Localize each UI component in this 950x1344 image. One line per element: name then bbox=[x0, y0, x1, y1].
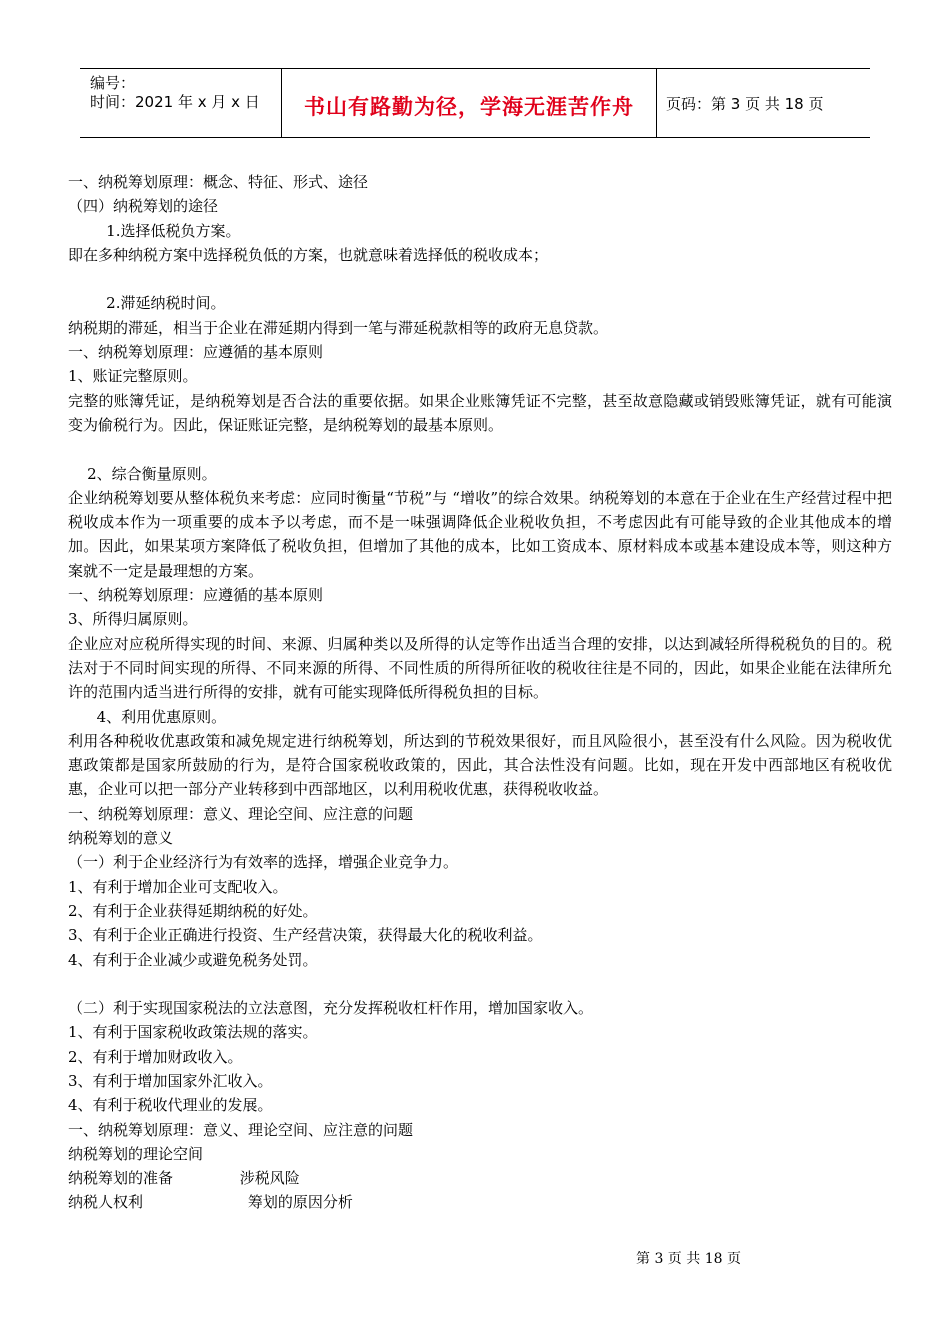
blank-line bbox=[68, 972, 892, 996]
number-label: 编号： bbox=[90, 74, 136, 92]
body-paragraph: 纳税筹划的理论空间 bbox=[68, 1144, 204, 1163]
body-paragraph: 一、纳税筹划原理：概念、特征、形式、途径 bbox=[68, 173, 369, 191]
blank-line bbox=[68, 267, 892, 291]
page-footer: 第 3 页 共 18 页 bbox=[636, 1251, 741, 1267]
body-paragraph: 1.选择低税负方案。 bbox=[68, 221, 241, 240]
body-paragraph: 一、纳税筹划原理：意义、理论空间、应注意的问题 bbox=[68, 804, 414, 823]
body-paragraph: 纳税筹划的意义 bbox=[68, 829, 174, 848]
body-paragraph: 完整的账簿凭证，是纳税筹划是否合法的重要依据。如果企业账簿凭证不完整，甚至故意隐藏或销毁账簿凭证，就有可能演变为偷税行为。因此，保证账证完整，是纳税筹划的最基本原则。 bbox=[68, 391, 892, 434]
body-paragraph: 纳税人权利 筹划的原因分析 bbox=[68, 1193, 353, 1212]
blank-line bbox=[68, 437, 892, 461]
header-left-cell bbox=[80, 69, 281, 137]
body-paragraph: （四）纳税筹划的途径 bbox=[68, 197, 219, 216]
body-paragraph: 2、综合衡量原则。 bbox=[68, 464, 217, 483]
body-paragraph: 利用各种税收优惠政策和减免规定进行纳税筹划，所达到的节税效果很好，而且风险很小，甚至没有什么风险。因为税收优惠政策都是国家所鼓励的行为，是符合国家税收政策的，因此，其合法性没有问题。比如，现在开发中西部地区有税收优惠，企业可以把一部分产业转移到中西部地区，以利用税收优惠，获得税收收益。 bbox=[68, 731, 892, 799]
body-paragraph: 4、有利于企业减少或避免税务处罚。 bbox=[68, 950, 318, 969]
body-paragraph: 1、账证完整原则。 bbox=[68, 367, 198, 386]
body-paragraph: 一、纳税筹划原理：应遵循的基本原则 bbox=[68, 586, 324, 605]
body-paragraph: 一、纳税筹划原理：应遵循的基本原则 bbox=[68, 343, 324, 362]
body-paragraph: 3、所得归属原则。 bbox=[68, 610, 198, 629]
body-paragraph: 即在多种纳税方案中选择税负低的方案，也就意味着选择低的税收成本； bbox=[68, 245, 549, 264]
body-paragraph: 3、有利于增加国家外汇收入。 bbox=[68, 1071, 273, 1090]
body-paragraph: 1、有利于国家税收政策法规的落实。 bbox=[68, 1023, 318, 1042]
body-paragraph: （二）利于实现国家税法的立法意图，充分发挥税收杠杆作用，增加国家收入。 bbox=[68, 999, 594, 1018]
body-paragraph: 2.滞延纳税时间。 bbox=[68, 294, 226, 313]
body-paragraph: 2、有利于企业获得延期纳税的好处。 bbox=[68, 901, 318, 920]
header-middle-cell bbox=[281, 69, 657, 137]
document-header bbox=[80, 68, 870, 138]
body-paragraph: 1、有利于增加企业可支配收入。 bbox=[68, 877, 288, 896]
body-paragraph: 2、有利于增加财政收入。 bbox=[68, 1047, 243, 1066]
body-paragraph: 纳税期的滞延，相当于企业在滞延期内得到一笔与滞延税款相等的政府无息贷款。 bbox=[68, 318, 609, 337]
body-paragraph: 4、利用优惠原则。 bbox=[68, 707, 227, 726]
header-right-cell bbox=[656, 69, 870, 137]
body-paragraph: 4、有利于税收代理业的发展。 bbox=[68, 1096, 273, 1115]
body-paragraph: （一）利于企业经济行为有效率的选择，增强企业竞争力。 bbox=[68, 853, 459, 872]
body-paragraph: 一、纳税筹划原理：意义、理论空间、应注意的问题 bbox=[68, 1120, 414, 1139]
body-paragraph: 企业应对应税所得实现的时间、来源、归属种类以及所得的认定等作出适当合理的安排，以达到减轻所得税税负的目的。税法对于不同时间实现的所得、不同来源的所得、不同性质的所得所征收的税收往往是不同的，因此，如果企业能在法律所允许的范围内适当进行所得的安排，就有可能实现降低所得税负担的目标。 bbox=[68, 634, 892, 702]
time-label: 时间：2021 年 x 月 x 日 bbox=[90, 93, 260, 111]
body-paragraph: 企业纳税筹划要从整体税负来考虑：应同时衡量“节税”与 “增收”的综合效果。纳税筹划的本意在于企业在生产经营过程中把税收成本作为一项重要的成本予以考虑，而不是一味强调降低企业税收负担，不考虑因此有可能导致的企业其他成本的增加。因此，如果某项方案降低了税收负担，但增加了其他的成本，比如工资成本、原材料成本或基本建设成本等，则这种方案就不一定是最理想的方案。 bbox=[68, 488, 892, 580]
body-paragraph: 纳税筹划的准备 涉税风险 bbox=[68, 1169, 300, 1188]
motto-text: 书山有路勤为径，学海无涯苦作舟 bbox=[304, 95, 634, 119]
page-info: 页码：第 3 页 共 18 页 bbox=[666, 95, 824, 113]
body-paragraph: 3、有利于企业正确进行投资、生产经营决策，获得最大化的税收利益。 bbox=[68, 926, 543, 945]
document-body bbox=[68, 170, 892, 1215]
